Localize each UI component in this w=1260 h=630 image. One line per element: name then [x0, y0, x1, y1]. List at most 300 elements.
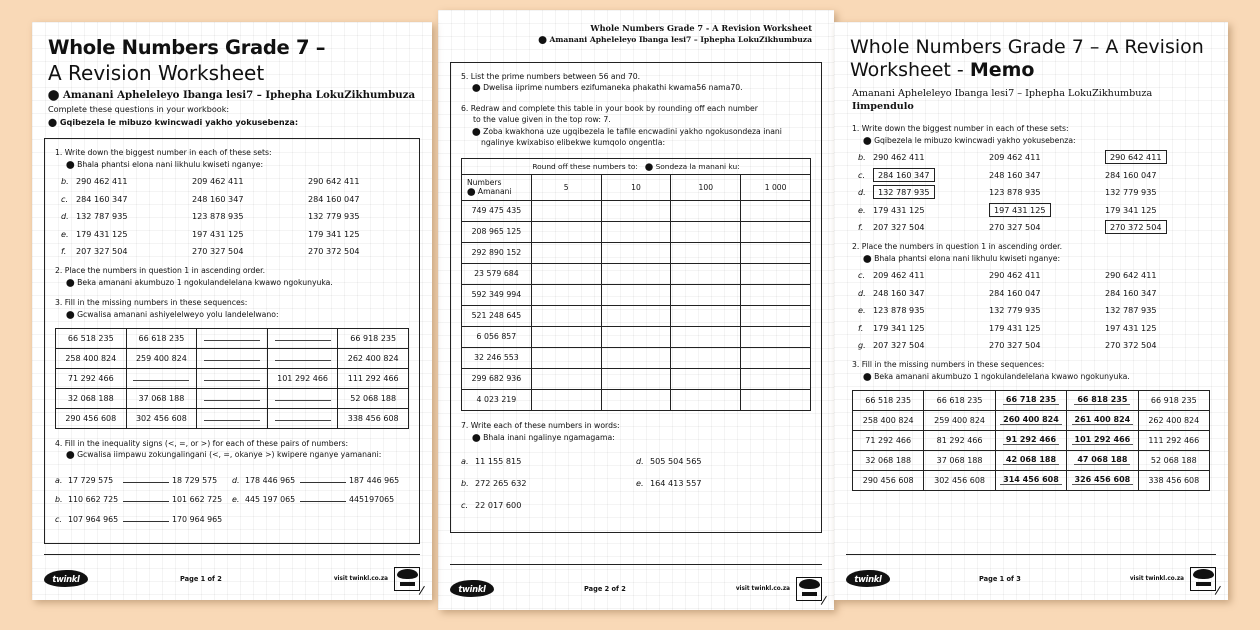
sequence-blank-cell[interactable]	[267, 348, 338, 368]
rounding-table-header-row	[462, 174, 811, 200]
memo-answer-row	[858, 323, 1210, 333]
memo-question-1-answers	[858, 152, 1210, 232]
sequence-value-cell: 302 456 608	[126, 408, 197, 428]
memo-correct-answer-boxed: 284 160 347	[873, 168, 935, 182]
worksheet-question-box	[44, 138, 420, 544]
rounding-answer-cell[interactable]	[741, 242, 811, 263]
rounding-answer-cell[interactable]	[531, 284, 601, 305]
memo-question-3-english: 3. Fill in the missing numbers in these sequences:	[852, 360, 1045, 370]
rounding-number-cell: 292 890 152	[462, 242, 532, 263]
rounding-answer-cell[interactable]	[531, 221, 601, 242]
rounding-number-cell: 592 349 994	[462, 284, 532, 305]
filled-circle-icon: ⬤	[538, 35, 547, 45]
row-label: a.	[461, 456, 469, 467]
rounding-answer-cell[interactable]	[741, 263, 811, 284]
memo-value-slot	[1105, 170, 1221, 180]
worksheet-page-2[interactable]	[438, 10, 834, 610]
question-3-xhosa: ⬤ Gcwalisa amanani ashiyelelweyo yolu landelelwano:	[66, 309, 279, 319]
number-value: 270 372 504	[308, 246, 360, 257]
question-7-number-list	[461, 456, 811, 522]
memo-sequence-value-cell: 81 292 466	[924, 430, 995, 450]
memo-filled-answer: 66 818 235	[1074, 395, 1130, 405]
question-2	[55, 265, 409, 288]
rounding-table-top-header-row	[462, 158, 811, 174]
memo-sequence-value-cell: 290 456 608	[853, 470, 924, 490]
row-label: b.	[61, 176, 69, 187]
sequence-value-cell: 66 518 235	[56, 328, 127, 348]
filled-circle-icon: ⬤	[48, 117, 58, 128]
memo-value-slot	[989, 270, 1105, 280]
rounding-col-header: 100	[671, 174, 741, 200]
number-value: 272 265 632	[475, 478, 527, 489]
rounding-answer-cell[interactable]	[671, 305, 741, 326]
memo-sequence-value-cell: 259 400 824	[924, 410, 995, 430]
memo-correct-answer-boxed: 290 642 411	[1105, 150, 1167, 164]
inequality-pairs	[55, 475, 409, 534]
memo-value-slot	[1105, 152, 1221, 162]
number-set-row	[61, 229, 409, 239]
rounding-answer-cell[interactable]	[531, 242, 601, 263]
row-label: c.	[858, 270, 866, 281]
question-5	[461, 71, 811, 94]
rounding-answer-cell[interactable]	[741, 284, 811, 305]
rounding-table-row	[462, 368, 811, 389]
memo-value-slot	[873, 170, 989, 180]
question-6	[461, 103, 811, 411]
sequence-value-cell: 52 068 188	[338, 388, 409, 408]
number-value: 132 779 935	[308, 211, 360, 222]
rounding-answer-cell[interactable]	[741, 368, 811, 389]
filled-circle-icon: ⬤	[472, 83, 481, 93]
rounding-answer-cell[interactable]	[601, 368, 671, 389]
number-value: 284 160 047	[308, 193, 360, 204]
memo-question-1	[852, 123, 1210, 232]
sequence-blank-cell[interactable]	[197, 348, 268, 368]
number-value: 270 372 504	[1105, 340, 1157, 351]
sequence-value-cell: 66 618 235	[126, 328, 197, 348]
rounding-answer-cell[interactable]	[601, 263, 671, 284]
inequality-row	[55, 475, 232, 485]
row-label: f.	[61, 246, 67, 257]
number-value: 207 327 504	[873, 222, 925, 233]
inequality-row	[232, 494, 409, 504]
rounding-col-header: 1 000	[741, 174, 811, 200]
rounding-answer-cell[interactable]	[671, 326, 741, 347]
memo-answer-row	[858, 152, 1210, 162]
row-label: c.	[55, 514, 62, 524]
filled-circle-icon: ⬤	[472, 432, 481, 442]
number-value: 290 642 411	[308, 176, 360, 187]
sequence-blank-cell[interactable]	[267, 328, 338, 348]
rounding-answer-cell[interactable]	[531, 368, 601, 389]
memo-filled-answer: 47 068 188	[1074, 455, 1130, 465]
number-value: 248 160 347	[873, 287, 925, 298]
question-1	[55, 147, 409, 256]
filled-circle-icon: ⬤	[48, 89, 60, 101]
rounding-answer-cell[interactable]	[671, 200, 741, 221]
question-7-english: 7. Write each of these numbers in words:	[461, 420, 620, 430]
number-value: 11 155 815	[475, 456, 522, 467]
sequence-value-cell: 66 918 235	[338, 328, 409, 348]
rounding-answer-cell[interactable]	[531, 263, 601, 284]
memo-value-slot	[1105, 270, 1221, 280]
memo-page-title: Whole Numbers Grade 7 – A Revision Worksheet - Memo	[850, 36, 1204, 82]
inequality-right-column	[232, 475, 409, 534]
question-4-xhosa: ⬤ Gcwalisa iimpawu zokungalingani (<, =, okanye >) kwipere nganye yamanani:	[66, 450, 382, 460]
sequence-value-cell: 32 068 188	[56, 388, 127, 408]
memo-value-slot	[1105, 288, 1221, 298]
memo-sequence-answer-cell	[995, 450, 1066, 470]
word-number-row	[636, 456, 811, 466]
number-value: 107 964 965	[68, 514, 119, 524]
number-value: 290 462 411	[873, 152, 925, 163]
question-5-xhosa: ⬤ Dwelisa iiprime numbers ezifumaneka phakathi kwama56 nama70.	[472, 83, 743, 93]
question-1-english: 1. Write down the biggest number in each of these sets:	[55, 148, 272, 158]
rounding-answer-cell[interactable]	[601, 305, 671, 326]
rounding-col-header: 10	[601, 174, 671, 200]
memo-answer-row	[858, 187, 1210, 197]
memo-answer-row	[858, 288, 1210, 298]
rounding-number-cell: 749 475 435	[462, 200, 532, 221]
memo-correct-answer-boxed: 270 372 504	[1105, 220, 1167, 234]
memo-filled-answer: 326 456 608	[1072, 475, 1134, 485]
inequality-row	[55, 514, 232, 524]
sequence-blank-cell[interactable]	[197, 408, 268, 428]
page-title-line-2: A Revision Worksheet	[48, 61, 265, 85]
rounding-number-cell: 23 579 684	[462, 263, 532, 284]
rounding-answer-cell[interactable]	[741, 326, 811, 347]
rounding-answer-cell[interactable]	[531, 389, 601, 410]
rounding-number-cell: 6 056 857	[462, 326, 532, 347]
memo-question-3	[852, 359, 1210, 490]
memo-sequence-row	[853, 450, 1210, 470]
memo-value-slot	[989, 205, 1105, 215]
row-label: e.	[858, 204, 866, 215]
runhead-english: Whole Numbers Grade 7 - A Revision Worksheet	[590, 23, 812, 33]
sequence-row	[56, 368, 409, 388]
memo-answers-body	[834, 113, 1228, 490]
number-value: 101 662 725	[172, 495, 223, 505]
memo-sequence-value-cell: 338 456 608	[1138, 470, 1209, 490]
number-value: 207 327 504	[76, 246, 128, 257]
memo-sequence-value-cell: 66 518 235	[853, 390, 924, 410]
memo-value-slot	[873, 305, 989, 315]
number-value: 284 160 047	[1105, 169, 1157, 180]
memo-subtitle	[852, 88, 1212, 113]
twinkl-logo[interactable]: twinkl	[44, 570, 88, 587]
number-value: 179 341 125	[1105, 204, 1157, 215]
number-value: 110 662 725	[68, 495, 119, 505]
filled-circle-icon: ⬤	[644, 161, 654, 171]
sequence-blank-cell[interactable]	[197, 328, 268, 348]
number-value: 178 446 965	[245, 475, 296, 485]
memo-sequence-row	[853, 390, 1210, 410]
rounding-answer-cell[interactable]	[601, 284, 671, 305]
rounding-number-cell: 521 248 645	[462, 305, 532, 326]
memo-value-slot	[873, 152, 989, 162]
memo-subtitle-line-2: Iimpendulo	[852, 100, 914, 112]
rounding-answer-cell[interactable]	[741, 347, 811, 368]
memo-sequence-answer-cell	[995, 430, 1066, 450]
row-label: e.	[232, 495, 240, 505]
memo-question-3-xhosa: ⬤ Beka amanani akumbuzo 1 ngokulandelelana kwawo ngokunyuka.	[863, 372, 1130, 382]
rounding-answer-cell[interactable]	[531, 305, 601, 326]
question-1-number-sets	[61, 176, 409, 256]
word-number-row	[636, 478, 811, 488]
memo-value-slot	[873, 187, 989, 197]
number-value: 290 462 411	[989, 270, 1041, 281]
memo-value-slot	[1105, 187, 1221, 197]
question-6-english-line-2: to the value given in the top row: 7.	[473, 115, 611, 125]
memo-answer-row	[858, 340, 1210, 350]
visit-url-label[interactable]: visit twinkl.co.za	[735, 585, 790, 592]
page-number-label: Page 1 of 2	[180, 574, 222, 583]
memo-question-2-answers	[858, 270, 1210, 350]
memo-sequence-table	[852, 390, 1210, 491]
rounding-table-row	[462, 284, 811, 305]
word-number-row	[461, 500, 636, 510]
rounding-answer-cell[interactable]	[671, 242, 741, 263]
rounding-table	[461, 158, 811, 411]
rounding-answer-cell[interactable]	[671, 284, 741, 305]
rounding-answer-cell[interactable]	[671, 347, 741, 368]
memo-filled-answer: 91 292 466	[1003, 435, 1059, 445]
sequence-blank-cell[interactable]	[267, 408, 338, 428]
memo-value-slot	[1105, 222, 1221, 232]
memo-sequence-row	[853, 410, 1210, 430]
row-label: d.	[232, 475, 240, 485]
memo-answer-row	[858, 270, 1210, 280]
memo-sequence-value-cell: 258 400 824	[853, 410, 924, 430]
rounding-answer-cell[interactable]	[671, 221, 741, 242]
sequence-table	[55, 328, 409, 429]
filled-circle-icon: ⬤	[66, 309, 75, 319]
memo-filled-answer: 66 718 235	[1003, 395, 1059, 405]
rounding-answer-cell[interactable]	[531, 200, 601, 221]
memo-sequence-value-cell: 52 068 188	[1138, 450, 1209, 470]
memo-sequence-value-cell: 111 292 466	[1138, 430, 1209, 450]
number-value: 179 341 125	[873, 322, 925, 333]
filled-circle-icon: ⬤	[863, 372, 872, 382]
sequence-blank-cell[interactable]	[197, 388, 268, 408]
number-value: 209 462 411	[873, 270, 925, 281]
memo-value-slot	[989, 187, 1105, 197]
sequence-value-cell: 71 292 466	[56, 368, 127, 388]
question-7-xhosa: ⬤ Bhala inani ngalinye ngamagama:	[472, 432, 615, 442]
memo-answer-row	[858, 305, 1210, 315]
rounding-answer-cell[interactable]	[741, 389, 811, 410]
number-value: 209 462 411	[192, 176, 244, 187]
row-label: b.	[461, 478, 469, 489]
number-value: 505 504 565	[650, 456, 702, 467]
instruction-english: Complete these questions in your workbook:	[48, 103, 230, 114]
row-label: e.	[61, 228, 69, 239]
number-value: 123 878 935	[873, 305, 925, 316]
visit-url-label[interactable]: visit twinkl.co.za	[333, 575, 388, 582]
rounding-answer-cell[interactable]	[601, 221, 671, 242]
inequality-answer-blank[interactable]	[300, 475, 346, 483]
sequence-row	[56, 408, 409, 428]
inequality-row	[55, 494, 232, 504]
twinkl-stamp-icon	[394, 567, 420, 591]
rounding-answer-cell[interactable]	[601, 347, 671, 368]
row-label: d.	[858, 287, 866, 298]
memo-question-1-xhosa: ⬤ Gqibezela le mibuzo kwincwadi yakho yokusebenza:	[863, 135, 1076, 145]
memo-filled-answer: 260 400 824	[1000, 415, 1062, 425]
rounding-table-row	[462, 347, 811, 368]
visit-url-label[interactable]: visit twinkl.co.za	[1129, 575, 1184, 582]
memo-correct-answer-boxed: 132 787 935	[873, 185, 935, 199]
question-2-xhosa: ⬤ Beka amanani akumbuzo 1 ngokulandelelana kwawo ngokunyuka.	[66, 277, 333, 287]
filled-circle-icon: ⬤	[66, 450, 75, 460]
rounding-answer-cell[interactable]	[741, 305, 811, 326]
memo-answer-row	[858, 170, 1210, 180]
sequence-blank-cell[interactable]	[197, 368, 268, 388]
number-value: 22 017 600	[475, 500, 522, 511]
number-value: 197 431 125	[1105, 322, 1157, 333]
twinkl-stamp-icon	[796, 577, 822, 601]
rounding-number-cell: 208 965 125	[462, 221, 532, 242]
question-3-english: 3. Fill in the missing numbers in these sequences:	[55, 298, 248, 308]
inequality-row	[232, 475, 409, 485]
memo-sequence-row	[853, 470, 1210, 490]
sequence-value-cell: 37 068 188	[126, 388, 197, 408]
number-value: 132 787 935	[1105, 305, 1157, 316]
memo-sequence-answer-cell	[995, 410, 1066, 430]
number-value: 179 431 125	[76, 228, 128, 239]
row-label: e.	[636, 478, 644, 489]
memo-correct-answer-boxed: 197 431 125	[989, 203, 1051, 217]
inequality-answer-blank[interactable]	[300, 494, 346, 502]
memo-answer-row	[858, 205, 1210, 215]
memo-answer-row	[858, 222, 1210, 232]
rounding-table-row	[462, 326, 811, 347]
memo-value-slot	[989, 152, 1105, 162]
rounding-answer-cell[interactable]	[601, 242, 671, 263]
memo-value-slot	[989, 340, 1105, 350]
memo-value-slot	[873, 323, 989, 333]
filled-circle-icon: ⬤	[66, 159, 75, 169]
number-value: 187 446 965	[349, 475, 400, 485]
rounding-answer-cell[interactable]	[531, 347, 601, 368]
number-value: 132 779 935	[989, 305, 1041, 316]
rounding-answer-cell[interactable]	[741, 221, 811, 242]
rounding-table-row	[462, 263, 811, 284]
question-3	[55, 297, 409, 428]
memo-value-slot	[1105, 340, 1221, 350]
rounding-table-top-header: Round off these numbers to: ⬤ Sondeza la manani ku:	[462, 158, 811, 174]
memo-value-slot	[873, 205, 989, 215]
memo-value-slot	[1105, 305, 1221, 315]
memo-value-slot	[989, 288, 1105, 298]
number-value: 179 341 125	[308, 228, 360, 239]
memo-sequence-answer-cell	[1067, 390, 1138, 410]
rounding-answer-cell[interactable]	[601, 326, 671, 347]
runhead-xhosa: ⬤ Amanani Apheleleyo Ibanga lesi7 – Iphepha LokuZikhumbuza	[538, 35, 812, 45]
row-label: b.	[55, 495, 63, 505]
number-value: 179 431 125	[873, 204, 925, 215]
memo-question-2	[852, 241, 1210, 350]
rounding-answer-cell[interactable]	[601, 200, 671, 221]
question-4	[55, 438, 409, 534]
page-number-label: Page 2 of 2	[584, 584, 626, 593]
rounding-answer-cell[interactable]	[601, 389, 671, 410]
twinkl-stamp-icon	[1190, 567, 1216, 591]
memo-sequence-value-cell: 302 456 608	[924, 470, 995, 490]
twinkl-logo[interactable]: twinkl	[450, 580, 494, 597]
sequence-value-cell: 259 400 824	[126, 348, 197, 368]
memo-value-slot	[873, 222, 989, 232]
memo-sequence-answer-cell	[995, 470, 1066, 490]
page-title-line-1: Whole Numbers Grade 7 –	[48, 36, 326, 59]
inequality-answer-blank[interactable]	[123, 475, 169, 483]
number-value: 18 729 575	[172, 475, 218, 485]
number-value: 284 160 347	[1105, 287, 1157, 298]
rounding-col-header: 5	[531, 174, 601, 200]
memo-footer	[846, 554, 1216, 600]
row-label: f.	[858, 222, 864, 233]
number-value: 270 327 504	[989, 222, 1041, 233]
question-7	[461, 420, 811, 522]
inequality-answer-blank[interactable]	[123, 494, 169, 502]
rounding-table-row	[462, 242, 811, 263]
memo-sequence-value-cell: 66 918 235	[1138, 390, 1209, 410]
page-2-footer	[450, 564, 822, 610]
rounding-table-row	[462, 389, 811, 410]
filled-circle-icon: ⬤	[467, 187, 476, 197]
rounding-answer-cell[interactable]	[671, 389, 741, 410]
rounding-answer-cell[interactable]	[741, 200, 811, 221]
number-value: 132 787 935	[76, 211, 128, 222]
rounding-answer-cell[interactable]	[671, 368, 741, 389]
rounding-answer-cell[interactable]	[671, 263, 741, 284]
number-set-row	[61, 246, 409, 256]
memo-question-2-english: 2. Place the numbers in question 1 in ascending order.	[852, 242, 1063, 252]
sequence-row	[56, 328, 409, 348]
number-value: 209 462 411	[989, 152, 1041, 163]
sequence-blank-cell[interactable]	[267, 388, 338, 408]
word-number-row	[461, 456, 636, 466]
twinkl-logo[interactable]: twinkl	[846, 570, 890, 587]
number-value: 170 964 965	[172, 514, 223, 524]
memo-sequence-answer-cell	[1067, 430, 1138, 450]
memo-sequence-value-cell: 32 068 188	[853, 450, 924, 470]
number-value: 17 729 575	[68, 475, 114, 485]
worksheet-page-1[interactable]	[32, 22, 432, 600]
memo-sequence-answer-cell	[1067, 450, 1138, 470]
memo-filled-answer: 314 456 608	[1000, 475, 1062, 485]
sequence-blank-cell[interactable]	[126, 368, 197, 388]
rounding-answer-cell[interactable]	[531, 326, 601, 347]
number-value: 207 327 504	[873, 340, 925, 351]
rounding-table-row	[462, 200, 811, 221]
memo-sequence-answer-cell	[1067, 470, 1138, 490]
page-2-question-box	[450, 62, 822, 533]
page-number-label: Page 1 of 3	[979, 574, 1021, 583]
sequence-value-cell: 258 400 824	[56, 348, 127, 368]
rounding-col-header-numbers: Numbers ⬤ Amanani	[462, 174, 532, 200]
inequality-answer-blank[interactable]	[123, 514, 169, 522]
memo-sequence-value-cell: 71 292 466	[853, 430, 924, 450]
filled-circle-icon: ⬤	[472, 126, 481, 136]
memo-value-slot	[873, 270, 989, 280]
number-set-row	[61, 176, 409, 186]
page-2-running-head	[438, 10, 834, 46]
word-number-row	[461, 478, 636, 488]
page-1-footer	[44, 554, 420, 600]
rounding-table-row	[462, 221, 811, 242]
memo-page-1[interactable]	[834, 22, 1228, 600]
